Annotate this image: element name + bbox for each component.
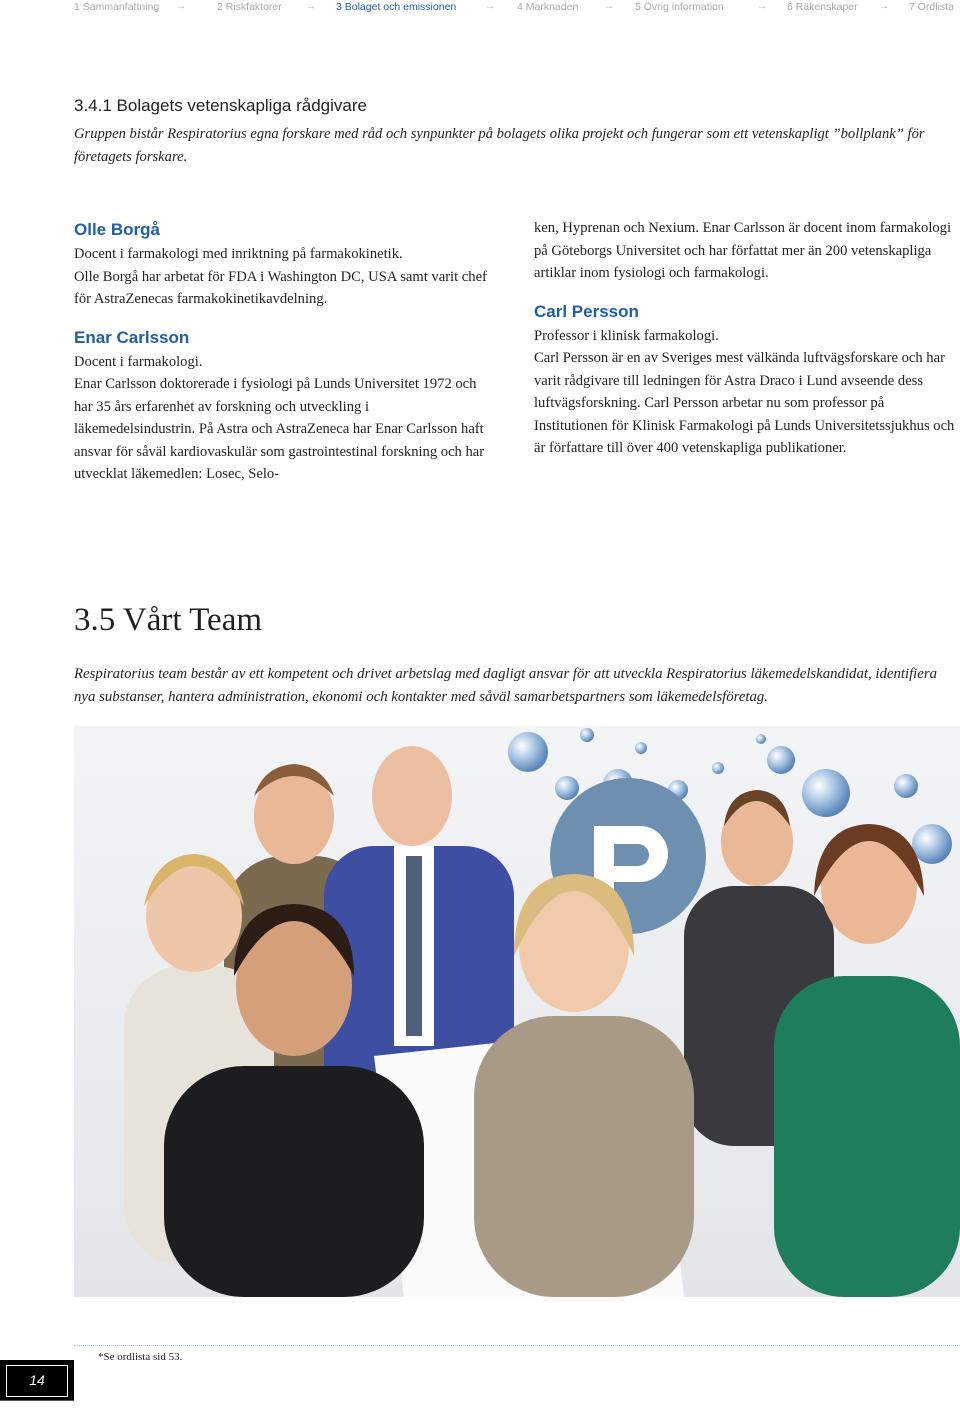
arrow-right-icon: → — [879, 1, 889, 12]
nav-item-sammanfattning[interactable]: 1 Sammanfattning — [74, 1, 160, 13]
nav-item-riskfaktorer[interactable]: 2 Riskfaktorer — [217, 1, 282, 13]
advisor-bio-enar: Enar Carlsson doktorerade i fysiologi på Lunds Universitet 1972 och har 35 års erfarenhet av forskning och utveckling i läkemedelsindustrin. På Astra och AstraZeneca har Enar Carlsson haft ansvar för såväl kardiovaskulär som gastrointestinal forskning och har utvecklat läkemedlen: Losec, Selo- — [74, 376, 485, 482]
advisor-title-olle: Docent i farmakologi med inriktning på farmakokinetik. — [74, 246, 403, 262]
page-number: 14 — [29, 1372, 45, 1388]
nav-item-marknaden[interactable]: 4 Marknaden — [517, 1, 579, 13]
nav-item-bolaget[interactable]: 3 Bolaget och emissionen — [336, 1, 457, 13]
advisors-intro: Gruppen bistår Respiratorius egna forskare med råd och synpunkter på bolagets olika projekt och fungerar som ett vetenskapligt ”bollplank” för företagets forskare. — [74, 126, 925, 165]
page-number-box — [0, 1360, 74, 1400]
advisor-name-olle: Olle Borgå — [74, 220, 160, 239]
team-intro: Respiratorius team består av ett kompetent och drivet arbetslag med dagligt ansvar för att utveckla Respiratorius läkemedelskandidat, identifiera nya substanser, hantera administration, ekonomi och kontakter med såväl samarbetspartners som läkemedelsföretag. — [74, 666, 938, 705]
footnote: *Se ordlista sid 53. — [98, 1351, 183, 1363]
nav-item-ordlista[interactable]: 7 Ordlista — [909, 1, 954, 13]
team-photo — [74, 726, 960, 1297]
section-nav — [0, 0, 960, 16]
advisors-column-right — [534, 217, 960, 460]
advisor-bio-carl: Carl Persson är en av Sveriges mest välkända luftvägsforskare och har varit rådgivare till ledningen för Astra Draco i Lund avseende dess luftvägsforskning. Carl Persson arbetar nu som professor på Institutionen för Klinisk Farmakologi på Lunds Universitetssjukhus och är författare till över 400 vetenskapliga publikationer. — [534, 350, 955, 456]
advisor-bio-olle: Olle Borgå har arbetat för FDA i Washington DC, USA samt varit chef för AstraZenecas farmakokinetikavdelning. — [74, 268, 487, 307]
nav-item-ovrig[interactable]: 5 Övrig information — [635, 1, 724, 13]
footer-divider — [74, 1345, 960, 1346]
arrow-right-icon: → — [306, 1, 316, 12]
advisor-title-enar: Docent i farmakologi. — [74, 353, 203, 370]
arrow-right-icon: → — [485, 1, 495, 12]
advisor-name-enar: Enar Carlsson — [74, 327, 190, 347]
nav-item-rakenskaper[interactable]: 6 Räkenskaper — [787, 1, 858, 13]
advisor-title-carl: Professor i klinisk farmakologi. — [534, 327, 719, 344]
advisors-column-left — [74, 217, 492, 486]
advisor-bio-enar-continued: ken, Hyprenan och Nexium. Enar Carlsson är docent inom farmakologi på Göteborgs Universitet och har författat mer än 200 vetenskapliga artiklar inom fysiologi och farmakologi. — [534, 220, 952, 281]
arrow-right-icon: → — [176, 1, 186, 12]
advisor-name-carl: Carl Persson — [534, 301, 639, 321]
section-heading-advisors: 3.4.1 Bolagets vetenskapliga rådgivare — [74, 96, 367, 115]
team-photo-illustration — [74, 726, 960, 1297]
arrow-right-icon: → — [604, 1, 614, 12]
arrow-right-icon: → — [757, 1, 767, 12]
section-heading-team: 3.5 Vårt Team — [74, 602, 263, 638]
